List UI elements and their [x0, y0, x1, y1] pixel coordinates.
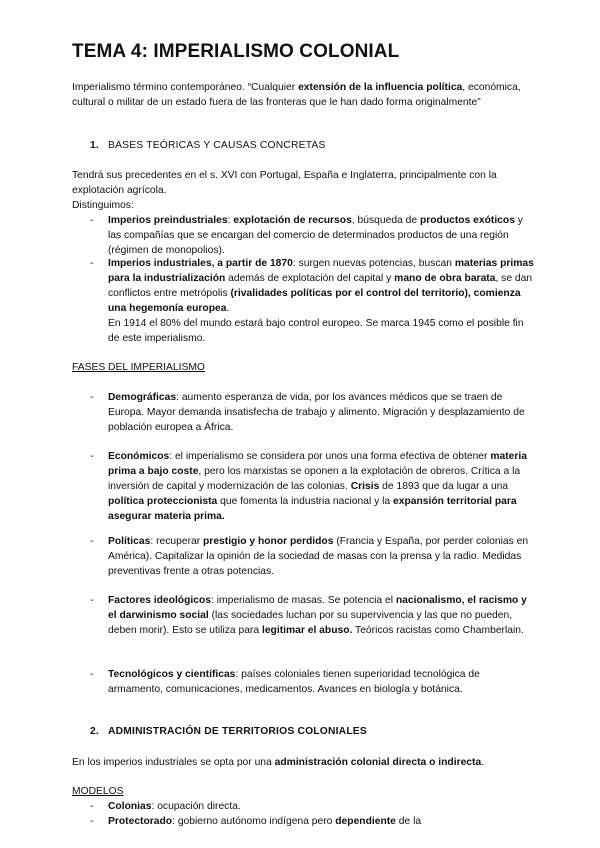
paragraph-1914: En 1914 el 80% del mundo estará bajo control europeo. Se marca 1945 como el posible fin de este imperialismo. [108, 318, 524, 344]
list-item-text [108, 256, 534, 316]
bold-text: materias primas para la industrialización [108, 258, 534, 284]
bullet-dash: - [90, 536, 94, 547]
bold-text: política proteccionista [108, 496, 218, 507]
text: : imperialismo de masas. Se potencia el [211, 595, 396, 606]
list-item-text [108, 449, 534, 524]
text: : el imperialismo se considera por unos una forma efectiva de obtener [169, 451, 491, 462]
list-item-text [108, 390, 534, 435]
bold-text: nacionalismo, el racismo y el darwinismo social [108, 595, 527, 621]
intro-bold-1: extensión de la influencia política [298, 82, 463, 93]
bullet-dash: - [90, 258, 94, 269]
bullet-dash: - [90, 215, 94, 226]
bold-text: Demográficas [108, 392, 177, 403]
bold-text: Factores ideológicos [108, 595, 211, 606]
text: : ocupación directa. [151, 801, 241, 812]
text: En los imperios industriales se opta por una [72, 757, 275, 768]
bold-text: Protectorado [108, 816, 173, 827]
bold-text: Tecnológicos y científicas [108, 669, 236, 680]
bold-text: Políticas [108, 536, 151, 547]
modelos-heading: MODELOS [72, 786, 124, 797]
section-1-heading [90, 138, 326, 153]
text: de 1893 que da lugar a una [379, 481, 509, 492]
text: : aumento esperanza de vida, por los avances médicos que se traen de Europa. Mayor demanda insatisfecha de trabajo y alimento. Migración y desplazamiento de población europea a África. [108, 392, 525, 433]
list-item-text [108, 213, 534, 258]
list-item-text [108, 667, 534, 697]
bold-text: expansión territorial para asegurar materia prima. [108, 496, 517, 522]
text: (Francia y España, por perder colonias en América). Capitalizar la opinión de la sociedad de masas con la prensa y la radio. Medidas preventivas frente a otras potencias. [108, 536, 529, 577]
bold-text: productos exóticos [419, 215, 515, 226]
text: : recuperar [150, 536, 204, 547]
list-item-text [108, 814, 534, 829]
list-item-text [108, 593, 534, 638]
section-2-heading [90, 724, 367, 739]
bullet-dash: - [90, 451, 94, 462]
text: : [227, 215, 234, 226]
text: , búsqueda de [351, 215, 420, 226]
bold-text: legitimar el abuso. [261, 625, 353, 636]
text: , pero los marxistas se oponen a la explotación de obreros. Crítica a la inversión de capital y modernización de las colonias. [108, 466, 521, 492]
intro-text-1: Imperialismo término contemporáneo. “Cualquier [72, 82, 299, 93]
section-2-number: 2. [90, 726, 99, 737]
bold-text: materia prima a bajo coste [108, 451, 527, 477]
fases-heading: FASES DEL IMPERIALISMO [72, 362, 205, 373]
list-item-text [108, 534, 534, 579]
text: : surgen nuevas potencias, buscan [292, 258, 455, 269]
intro-text-2: , económica, cultural o militar de un estado fuera de las fronteras que le han dado forma originalmente” [72, 82, 521, 108]
bold-text: mano de obra barata [394, 273, 496, 284]
section-2-title: ADMINISTRACIÓN DE TERRITORIOS COLONIALES [108, 726, 367, 737]
text: : gobierno autónomo indígena pero [172, 816, 336, 827]
distinguimos-label: Distinguimos: [72, 200, 134, 211]
text: , se dan conflictos entre metrópolis [108, 273, 533, 299]
text: que fomenta la industria nacional y la [217, 496, 394, 507]
bullet-dash: - [90, 595, 94, 606]
bullet-dash: - [90, 392, 94, 403]
bold-text: prestigio y honor perdidos [203, 536, 334, 547]
section-1-title: BASES TEÓRICAS Y CAUSAS CONCRETAS [108, 140, 326, 151]
section-2-intro [72, 755, 532, 770]
intro-paragraph [72, 80, 532, 110]
text: Teóricos racistas como Chamberlain. [352, 625, 524, 636]
bold-text: dependiente [335, 816, 396, 827]
text: además de explotación del capital y [225, 273, 395, 284]
text: . [226, 303, 230, 314]
bold-text: Crisis [350, 481, 380, 492]
bold-text: explotación de recursos [233, 215, 352, 226]
bullet-dash: - [90, 801, 94, 812]
bold-text: administración colonial directa o indirecta [274, 757, 482, 768]
section-1-number: 1. [90, 140, 99, 151]
section-1-intro: Tendrá sus precedentes en el s. XVI con Portugal, España e Inglaterra, principalmente con la explotación agrícola. [72, 170, 497, 196]
text: (las sociedades luchan por su supervivencia y las que no pueden, deben morir). Esto se utiliza para [108, 610, 513, 636]
bullet-dash: - [90, 816, 94, 827]
text: : países coloniales tienen superioridad tecnológica de armamento, comunicaciones, medicamentos. Avances en biología y botánica. [108, 669, 480, 695]
bold-text: Imperios industriales, a partir de 1870 [108, 258, 293, 269]
bullet-dash: - [90, 669, 94, 680]
bold-text: Imperios preindustriales [108, 215, 228, 226]
page-title: TEMA 4: IMPERIALISMO COLONIAL [72, 41, 400, 62]
text: y las compañías que se encargan del comercio de determinados productos de una región (régimen de monopolios). [108, 215, 523, 256]
text: . [481, 757, 485, 768]
list-item-text [108, 799, 534, 814]
bold-text: (rivalidades políticas por el control del territorio), comienza una hegemonía europea [108, 288, 521, 314]
text: de la [395, 816, 422, 827]
bold-text: Económicos [108, 451, 170, 462]
bold-text: Colonias [108, 801, 152, 812]
